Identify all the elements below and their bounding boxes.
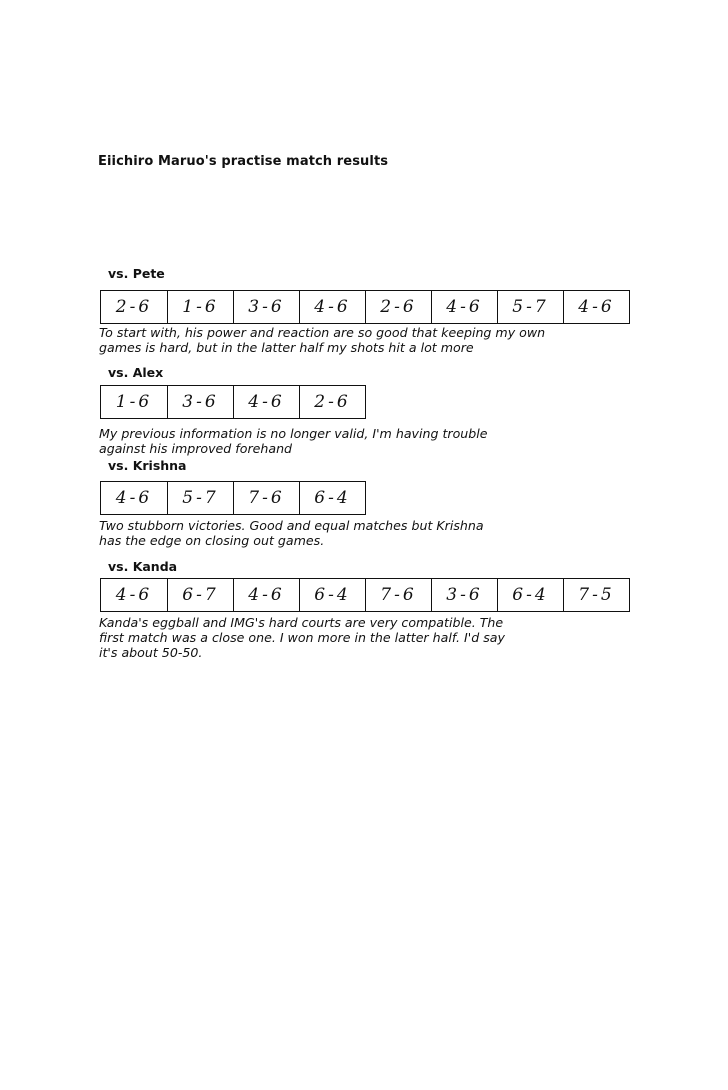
match-comment (99, 426, 569, 456)
score-cell: 6-7 (167, 579, 233, 611)
score-table (100, 578, 630, 612)
score-cell: 7-6 (365, 579, 431, 611)
comment-line: has the edge on closing out games. (99, 533, 325, 548)
score-cell: 1-6 (115, 392, 153, 412)
score-cell: 6-4 (299, 482, 365, 514)
page-title: Eiichiro Maruo's practise match results (98, 154, 389, 169)
score-cell: 5-7 (497, 291, 563, 323)
opponent-label: vs. Krishna (108, 458, 187, 473)
score-cell: 4-6 (115, 585, 153, 605)
score-table (100, 290, 630, 324)
score-cell: 4-6 (431, 291, 497, 323)
comment-line: Kanda's eggball and IMG's hard courts are very compatible. The (99, 615, 504, 630)
score-cell: 4-6 (115, 488, 153, 508)
score-table (100, 481, 366, 515)
comment-line: To start with, his power and reaction are so good that keeping my own (99, 325, 546, 340)
score-cell: 2-6 (115, 297, 153, 317)
comment-line: games is hard, but in the latter half my shots hit a lot more (99, 340, 474, 355)
score-cell: 2-6 (299, 386, 365, 418)
score-cell: 2-6 (365, 291, 431, 323)
comment-line: first match was a close one. I won more in the latter half. I'd say (99, 630, 505, 645)
score-table (100, 385, 366, 419)
score-cell: 7-6 (233, 482, 299, 514)
match-comment (99, 615, 569, 660)
score-cell: 4-6 (299, 291, 365, 323)
score-cell: 1-6 (167, 291, 233, 323)
opponent-label: vs. Alex (108, 365, 164, 380)
match-comment (99, 518, 569, 548)
comment-line: Two stubborn victories. Good and equal matches but Krishna (99, 518, 484, 533)
match-comment (99, 325, 569, 355)
score-cell: 6-4 (299, 579, 365, 611)
opponent-label: vs. Kanda (108, 559, 178, 574)
score-cell: 3-6 (431, 579, 497, 611)
score-cell: 5-7 (167, 482, 233, 514)
comment-line: My previous information is no longer valid, I'm having trouble (99, 426, 488, 441)
score-cell: 4-6 (563, 291, 629, 323)
score-cell: 7-5 (563, 579, 629, 611)
score-cell: 4-6 (233, 579, 299, 611)
score-cell: 6-4 (497, 579, 563, 611)
score-cell: 4-6 (233, 386, 299, 418)
comment-line: against his improved forehand (99, 441, 293, 456)
opponent-label: vs. Pete (108, 266, 165, 281)
comment-line: it's about 50-50. (99, 645, 203, 660)
score-cell: 3-6 (167, 386, 233, 418)
score-cell: 3-6 (233, 291, 299, 323)
